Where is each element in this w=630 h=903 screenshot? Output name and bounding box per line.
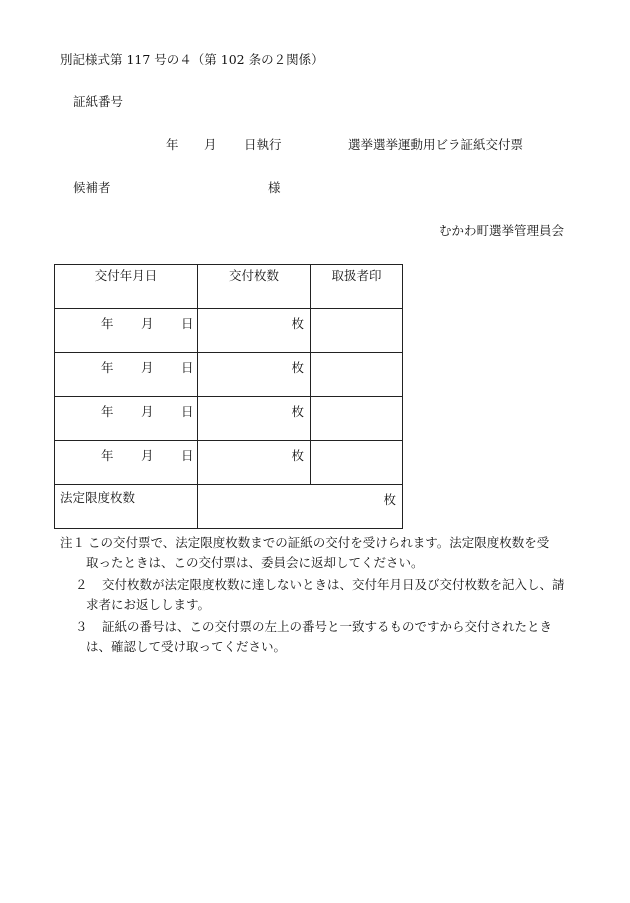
day-unit: 日 [181,404,194,419]
execution-year: 年 [166,137,179,152]
table-row [55,309,403,353]
sheet-unit: 枚 [291,448,304,463]
issue-count-cell[interactable] [198,309,311,353]
month-unit: 月 [141,360,154,375]
note-item [60,617,600,657]
legal-limit-row [55,485,403,529]
form-reference: 別記様式第 117 号の４（第 102 条の２関係） [60,52,324,67]
handler-seal-cell[interactable] [311,441,403,485]
handler-seal-cell[interactable] [311,397,403,441]
year-unit: 年 [101,360,114,375]
note-number: ２ [75,577,88,592]
note-item [60,533,600,573]
legal-limit-count-cell[interactable] [198,485,403,529]
note-number: ３ [75,619,88,634]
col-header-handler-seal: 取扱者印 [331,268,382,283]
limit-sheet-unit: 枚 [383,492,396,507]
issue-count-cell[interactable] [198,441,311,485]
candidate-label: 候補者 [73,180,111,195]
issue-date-cell[interactable] [55,353,198,397]
month-unit: 月 [141,316,154,331]
col-header-issue-count: 交付枚数 [228,268,279,283]
issuance-table [54,264,403,529]
month-unit: 月 [141,404,154,419]
issuer-name: むかわ町選挙管理員会 [439,223,565,238]
honorific: 様 [268,180,281,195]
table-row [55,353,403,397]
issue-date-cell[interactable] [55,309,198,353]
col-header-cell [311,265,403,309]
table-header-row [55,265,403,309]
issue-date-cell[interactable] [55,441,198,485]
year-unit: 年 [101,404,114,419]
month-unit: 月 [141,448,154,463]
sheet-unit: 枚 [291,316,304,331]
issue-date-cell[interactable] [55,397,198,441]
col-header-issue-date: 交付年月日 [94,268,158,283]
handler-seal-cell[interactable] [311,353,403,397]
year-unit: 年 [101,448,114,463]
stamp-number-label: 証紙番号 [73,94,124,109]
handler-seal-cell[interactable] [311,309,403,353]
note-line: 取ったときは、この交付票は、委員会に返却してください。 [86,555,424,570]
day-unit: 日 [181,360,194,375]
execution-day-label: 日執行 [244,137,282,152]
year-unit: 年 [101,316,114,331]
note-line: は、確認して受け取ってください。 [86,639,287,654]
day-unit: 日 [181,316,194,331]
note-line: 求者にお返しします。 [86,597,211,612]
note-item [60,575,600,615]
sheet-unit: 枚 [291,404,304,419]
col-header-cell [198,265,311,309]
document-title: 選挙選挙運動用ビラ証紙交付票 [348,137,524,152]
note-line: 証紙の番号は、この交付票の左上の番号と一致するものですから交付されたとき [102,619,553,634]
issue-count-cell[interactable] [198,397,311,441]
note-line: この交付票で、法定限度枚数までの証紙の交付を受けられます。法定限度枚数を受 [88,535,550,550]
day-unit: 日 [181,448,194,463]
note-line: 交付枚数が法定限度枚数に達しないときは、交付年月日及び交付枚数を記入し、請 [102,577,565,592]
table-row [55,397,403,441]
table-row [55,441,403,485]
note-number: 注１ [60,535,86,550]
legal-limit-label: 法定限度枚数 [60,490,136,505]
execution-month: 月 [204,137,217,152]
col-header-cell [55,265,198,309]
notes-section [60,533,600,659]
issue-count-cell[interactable] [198,353,311,397]
sheet-unit: 枚 [291,360,304,375]
legal-limit-label-cell [55,485,198,529]
